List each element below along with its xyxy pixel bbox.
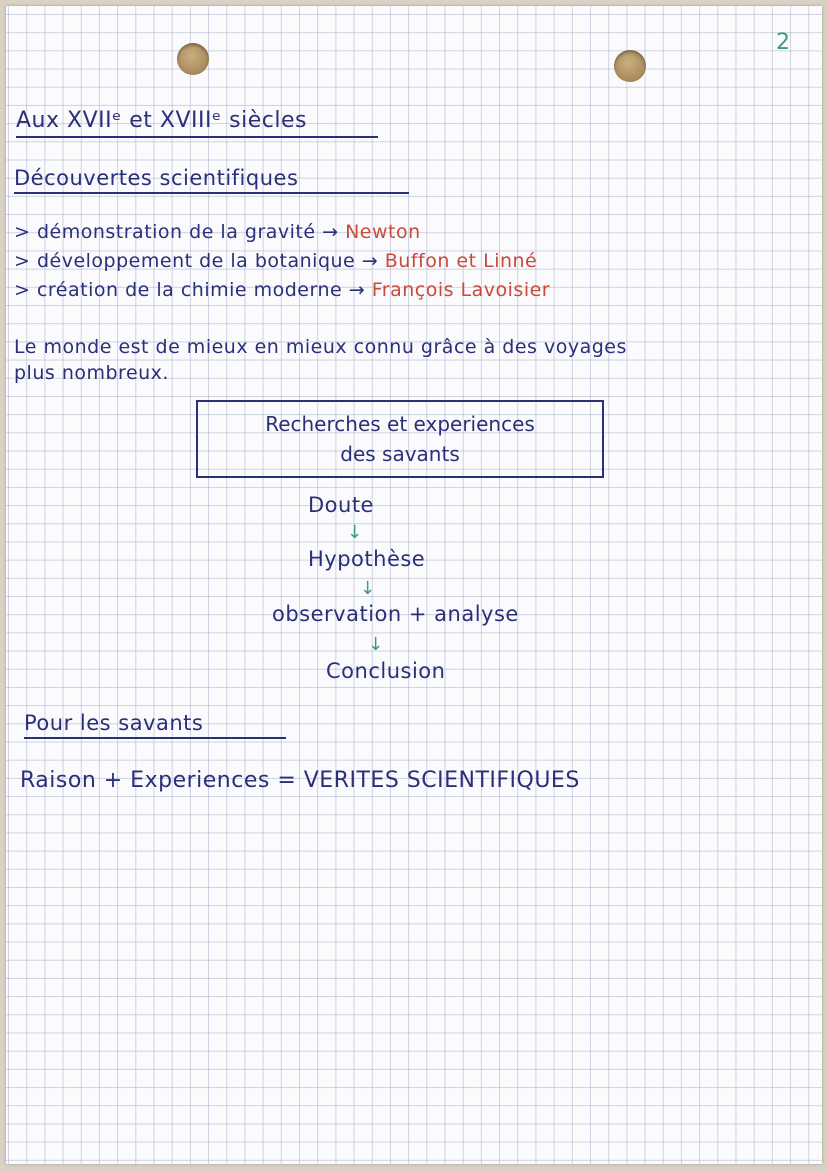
arrow-icon: →: [361, 250, 379, 272]
discovery-text: démonstration de la gravité: [36, 221, 316, 243]
scientist-name: Buffon et Linné: [384, 250, 538, 272]
research-box: [196, 400, 604, 478]
section-heading-savants: Pour les savants: [24, 711, 286, 739]
list-item: [14, 279, 550, 301]
list-item: [14, 250, 537, 272]
formula-line: Raison + Experiences = VERITES SCIENTIFIQUES: [20, 768, 580, 793]
section-heading-discoveries: Découvertes scientifiques: [14, 166, 409, 194]
page-title: Aux XVIIᵉ et XVIIIᵉ siècles: [16, 108, 378, 138]
bullet-marker: >: [14, 221, 31, 243]
page-number: 2: [776, 30, 790, 55]
method-step-doute: Doute: [308, 493, 374, 517]
arrow-icon: →: [322, 221, 339, 243]
bullet-marker: >: [14, 250, 31, 272]
method-step-observation: observation + analyse: [272, 602, 519, 626]
discovery-text: développement de la botanique: [36, 250, 356, 272]
punch-hole-right: [614, 50, 646, 82]
bullet-marker: >: [14, 279, 31, 301]
down-arrow-icon: ↓: [360, 578, 376, 599]
box-line-1: Recherches et experiences: [265, 412, 535, 436]
down-arrow-icon: ↓: [347, 522, 363, 543]
paragraph-line-1: Le monde est de mieux en mieux connu grâce à des voyages: [14, 336, 627, 358]
down-arrow-icon: ↓: [368, 634, 384, 655]
arrow-icon: →: [348, 279, 366, 301]
scientist-name: Newton: [345, 221, 421, 243]
notebook-page: [6, 6, 822, 1164]
discovery-text: création de la chimie moderne: [36, 279, 343, 301]
paragraph-line-2: plus nombreux.: [14, 362, 169, 384]
box-line-2: des savants: [340, 442, 460, 466]
list-item: [14, 221, 421, 243]
scientist-name: François Lavoisier: [371, 279, 551, 301]
method-step-conclusion: Conclusion: [326, 659, 446, 683]
punch-hole-left: [177, 43, 209, 75]
method-step-hypothese: Hypothèse: [308, 547, 426, 571]
